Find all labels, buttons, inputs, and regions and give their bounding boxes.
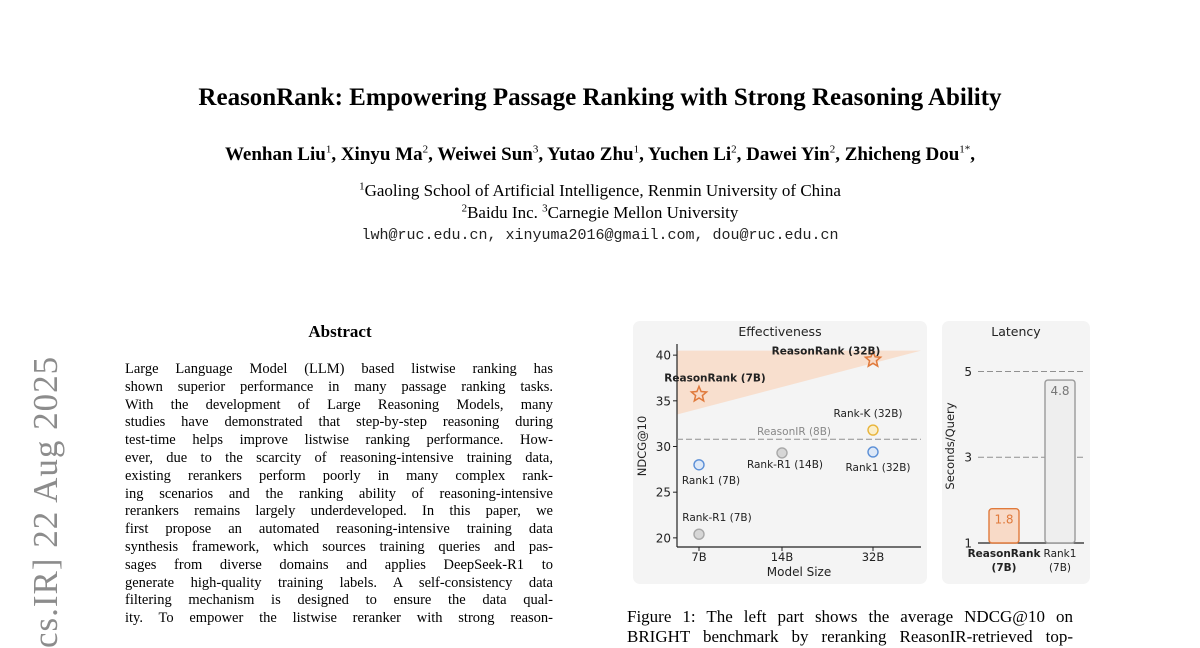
y-tick-label: 30 <box>655 440 671 454</box>
author-affiliation-marker: 1 <box>633 143 640 156</box>
figure-caption <box>627 607 1073 647</box>
author-name: Yutao Zhu <box>547 144 634 165</box>
author-affiliation-marker: 2 <box>731 143 737 156</box>
x-axis-label: Model Size <box>766 565 832 579</box>
y-tick-label: 40 <box>655 348 671 363</box>
data-point-label: ReasonRank (32B) <box>771 345 881 358</box>
abstract-line: generate high-quality training labels. A self-consistency data <box>125 574 553 591</box>
author-name: Weiwei Sun <box>437 144 533 165</box>
author-name: Dawei Yin <box>746 144 830 165</box>
latency-y-tick-label: 3 <box>964 450 972 465</box>
y-tick-label: 25 <box>655 485 671 500</box>
affiliation-1-marker: 1 <box>359 180 365 193</box>
data-point-label: ReasonRank (7B) <box>664 372 766 385</box>
x-tick-label: 14B <box>770 550 794 564</box>
abstract-line: shown superior performance in many passage ranking tasks. <box>125 378 553 395</box>
latency-bar-value: 1.8 <box>994 512 1014 527</box>
figure-1-svg <box>632 320 1094 586</box>
latency-x-tick-label: Rank1 <box>1043 548 1077 560</box>
author-name: Wenhan Liu <box>224 144 326 165</box>
abstract-line: studies have demonstrated that step-by-step reasoning during <box>125 414 553 431</box>
latency-y-tick-label: 1 <box>964 536 972 551</box>
latency-y-axis-label: Seconds/Query <box>943 402 957 490</box>
y-axis-label: NDCG@10 <box>635 415 649 477</box>
abstract-line: rerankers remains largely underdeveloped. In this paper, we <box>125 503 553 520</box>
affiliation-2-marker: 2 <box>461 202 468 215</box>
x-tick-label: 32B <box>861 550 885 564</box>
abstract-heading: Abstract <box>308 322 372 341</box>
abstract-line: ing scenarios and the ranking ability of reasoning-intensive <box>125 485 553 502</box>
abstract-line: existing rerankers perform poorly in many complex rank- <box>125 467 553 484</box>
data-point-label: Rank1 (32B) <box>845 461 911 474</box>
arxiv-stamp: cs.IR] 22 Aug 2025 <box>26 355 65 648</box>
affiliation-2-text: Baidu Inc. <box>467 203 543 222</box>
abstract-line: ever, due to the scarcity of reasoning-intensive training data, <box>125 449 553 466</box>
data-point-circle <box>777 448 787 458</box>
latency-bar-value: 4.8 <box>1050 384 1070 399</box>
latency-x-tick-label: ReasonRank <box>967 548 1041 560</box>
effectiveness-title: Effectiveness <box>738 324 822 339</box>
email-line: lwh@ruc.edu.cn, xinyuma2016@gmail.com, dou@ruc.edu.cn <box>361 227 839 244</box>
data-point-circle <box>868 425 878 435</box>
figure-1 <box>632 320 1094 586</box>
affiliation-1-text: Gaoling School of Artificial Intelligence, Renmin University of China <box>364 181 841 200</box>
author-name: Zhicheng Dou <box>844 144 960 165</box>
abstract-line: synthesis framework, which sources training queries and pas- <box>125 538 553 555</box>
y-tick-label: 20 <box>655 531 671 546</box>
abstract-line: ity. To empower the listwise reranker with strong reason- <box>125 610 553 627</box>
author-affiliation-marker: 2 <box>829 143 836 156</box>
author-list: Wenhan Liu$^1$, Xinyu Ma$^2$, Weiwei Sun$^3$, Yutao Zhu$^1$, Yuchen Li$^2$, Dawei Yin$^2$, Zhicheng Dou$^{1*}$, <box>224 143 976 165</box>
abstract-line: filtering mechanism is designed to ensure the data qual- <box>125 592 553 609</box>
affiliation-1 <box>0 181 1200 201</box>
author-affiliation-marker: 1 <box>325 143 332 156</box>
author-list-trailing: , <box>970 144 976 165</box>
author-affiliation-marker: 3 <box>532 143 539 156</box>
x-tick-label: 7B <box>691 550 707 564</box>
abstract-line: test-time helps improve listwise ranking performance. How- <box>125 432 553 449</box>
reference-line-label: ReasonIR (8B) <box>756 426 832 439</box>
abstract-line: With the development of Large Reasoning Models, many <box>125 396 553 413</box>
data-point-label: Rank-K (32B) <box>833 408 903 421</box>
caption-line: BRIGHT benchmark by reranking ReasonIR-retrieved top- <box>627 627 1073 646</box>
affiliation-2 <box>0 203 1200 223</box>
author-affiliation-marker: 2 <box>422 143 429 156</box>
data-point-label: Rank-R1 (14B) <box>746 458 824 471</box>
data-point-label: Rank1 (7B) <box>681 474 741 487</box>
abstract-line: first propose an automated reasoning-intensive training data <box>125 521 553 538</box>
author-affiliation-marker: 1* <box>959 143 971 156</box>
paper-title: ReasonRank: Empowering Passage Ranking with Strong Reasoning Ability <box>198 84 1002 111</box>
latency-x-tick-label: (7B) <box>991 562 1017 574</box>
author-name: Yuchen Li <box>647 144 732 165</box>
abstract-line: sages from diverse domains and applies DeepSeek-R1 to <box>125 556 553 573</box>
latency-y-tick-label: 5 <box>964 364 972 379</box>
data-point-circle <box>868 447 878 457</box>
affiliation-3-text: Carnegie Mellon University <box>547 203 739 222</box>
latency-title: Latency <box>991 324 1041 339</box>
affiliation-3-marker: 3 <box>542 202 548 215</box>
latency-x-tick-label: (7B) <box>1048 562 1072 574</box>
author-name: Xinyu Ma <box>340 144 423 165</box>
y-tick-label: 35 <box>655 394 671 409</box>
caption-line: Figure 1: The left part shows the average NDCG@10 on <box>627 607 1073 626</box>
data-point-circle <box>694 529 704 539</box>
data-point-circle <box>694 460 704 470</box>
abstract-body <box>125 361 553 628</box>
latency-bar <box>1045 380 1075 543</box>
abstract-line: Large Language Model (LLM) based listwise ranking has <box>125 361 553 377</box>
data-point-label: Rank-R1 (7B) <box>682 512 752 525</box>
